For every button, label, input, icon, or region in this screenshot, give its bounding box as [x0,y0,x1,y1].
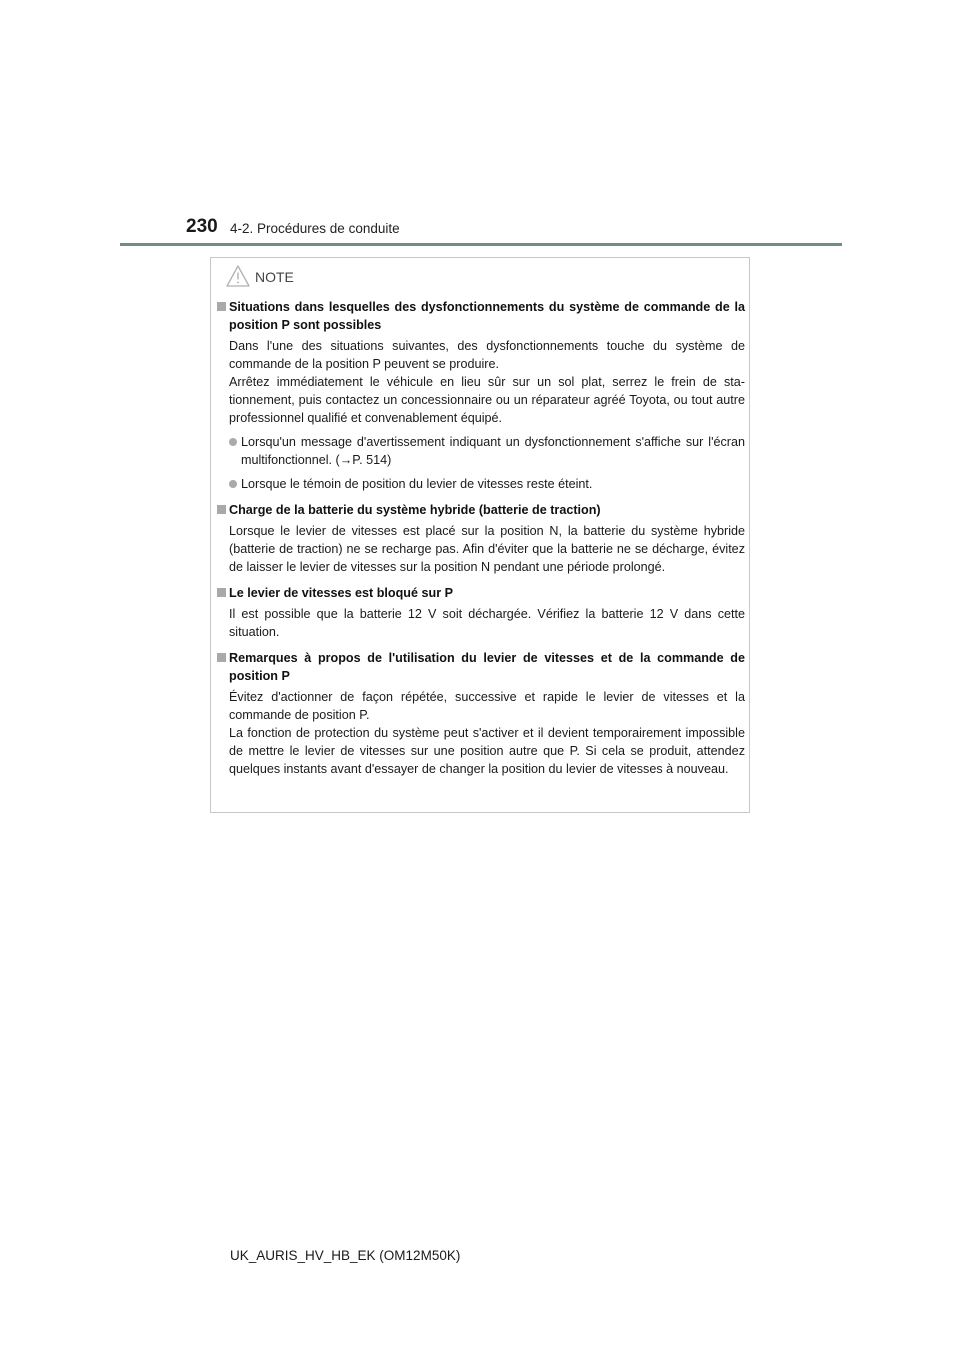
circle-list-item [217,433,745,469]
item-body: La fonction de protection du système peut s'activer et il devient temporairement impossible de mettre le levier de vitesses sur une position autre que P. Si cela se produit, attendez quelques instants avant d'essayer de changer la position du levier de vitesses à nouveau. [229,726,745,776]
item-body: Dans l'une des situations suivantes, des dysfonctionnements touche du système de commande de la position P peuvent se produire. [229,339,745,371]
circle-list-text: Lorsqu'un message d'avertissement indiquant un dysfonctionnement s'affiche sur l'écran multifonctionnel. (→P. 514) [241,435,745,467]
header-rule [120,243,842,246]
section-title: 4-2. Procédures de conduite [230,221,400,236]
note-item [217,584,745,641]
square-bullet-icon [217,653,226,662]
item-body: Évitez d'actionner de façon répétée, successive et rapide le levier de vitesses et la commande de position P. [229,690,745,722]
note-box [210,257,750,813]
note-content [217,298,745,786]
square-bullet-icon [217,505,226,514]
circle-bullet-icon [229,480,237,488]
item-title-text: Le levier de vitesses est bloqué sur P [229,586,453,600]
item-title [217,649,745,685]
note-header [225,264,294,288]
item-title-text: Remarques à propos de l'utilisation du levier de vitesses et de la commande de position P [229,651,745,683]
footer-code: UK_AURIS_HV_HB_EK (OM12M50K) [230,1248,461,1263]
note-label: NOTE [255,269,294,285]
circle-bullet-icon [229,438,237,446]
note-item [217,298,745,493]
circle-list-item [217,475,745,493]
item-title [217,584,745,602]
item-body: Lorsque le levier de vitesses est placé sur la position N, la batterie du système hybride (batterie de traction) ne se recharge pas. Afin d'éviter que la batterie ne se décharge, évitez de laisser le levier de vitesses sur la position N pendant une période prolongé. [229,524,745,574]
item-title [217,501,745,519]
item-body: Il est possible que la batterie 12 V soit déchargée. Vérifiez la batterie 12 V dans cette situation. [229,607,745,639]
item-title-text: Situations dans lesquelles des dysfonctionnements du système de commande de la position P sont possibles [229,300,745,332]
note-item [217,649,745,778]
item-body: Arrêtez immédiatement le véhicule en lieu sûr sur un sol plat, serrez le frein de sta- tionnement, puis contactez un concessionnaire ou un réparateur agréé Toyota, ou tout autre professionnel qualifié et convenablement équipé. [229,375,745,425]
circle-list-text: Lorsque le témoin de position du levier de vitesses reste éteint. [241,477,593,491]
item-title [217,298,745,334]
note-item [217,501,745,576]
page-number: 230 [186,216,218,237]
item-title-text: Charge de la batterie du système hybride (batterie de traction) [229,503,601,517]
square-bullet-icon [217,588,226,597]
square-bullet-icon [217,302,226,311]
warning-triangle-icon [225,264,251,288]
